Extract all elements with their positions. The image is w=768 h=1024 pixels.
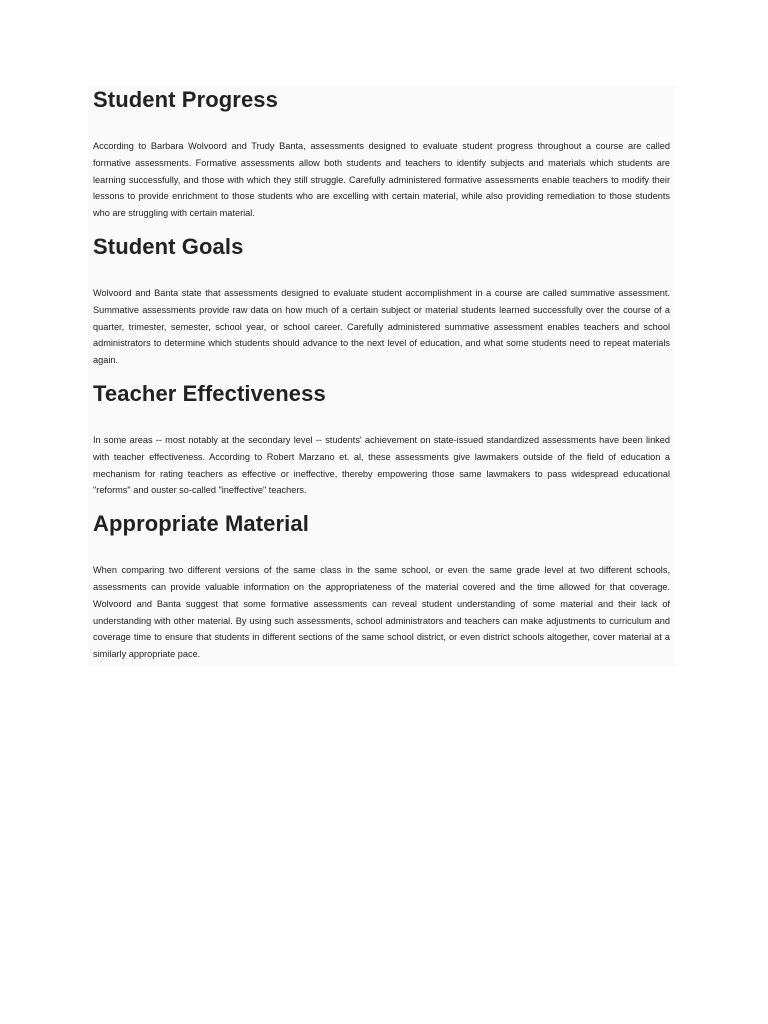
section-student-progress [93, 87, 670, 222]
article-content [88, 87, 675, 665]
section-teacher-effectiveness [93, 381, 670, 499]
section-heading: Student Goals [93, 233, 244, 259]
section-heading: Appropriate Material [93, 511, 309, 537]
section-student-goals [93, 234, 670, 369]
section-paragraph: When comparing two different versions of the same class in the same school, or even the same grade level at two different schools, assessments can provide valuable information on the appropriateness of the material covered and the time allowed for that coverage. Wolvoord and Banta suggest that some formative assessments can reveal student understanding of some material and their lack of understanding with other material. By using such assessments, school administrators and teachers can make adjustments to curriculum and coverage time to ensure that students in different sections of the same school district, or even district schools altogether, cover material at a similarly appropriate pace. [93, 565, 670, 660]
section-paragraph: According to Barbara Wolvoord and Trudy Banta, assessments designed to evaluate student progress throughout a course are called formative assessments. Formative assessments allow both students and teachers to identify subjects and materials which students are learning successfully, and those with which they still struggle. Carefully administered formative assessments enable teachers to modify their lessons to provide enrichment to those students who are excelling with certain material, while also providing remediation to those students who are struggling with certain material. [93, 141, 670, 219]
section-paragraph: Wolvoord and Banta state that assessments designed to evaluate student accomplishment in a course are called summative assessment. Summative assessments provide raw data on how much of a certain subject or material students learned successfully over the course of a quarter, trimester, semester, school year, or school career. Carefully administered summative assessment enables teachers and school administrators to determine which students should advance to the next level of education, and what some students need to repeat materials again. [93, 287, 670, 366]
section-heading: Teacher Effectiveness [93, 380, 326, 406]
section-paragraph: In some areas -- most notably at the secondary level -- students' achievement on state-issued standardized assessments have been linked with teacher effectiveness. According to Robert Marzano et. al, these assessments give lawmakers outside of the field of education a mechanism for rating teachers as effective or ineffective, thereby empowering those same lawmakers to pass widespread educational "reforms" and ouster so-called "ineffective" teachers. [93, 434, 670, 496]
content-spacer [93, 663, 670, 665]
section-appropriate-material [93, 511, 670, 663]
section-heading: Student Progress [93, 87, 278, 112]
